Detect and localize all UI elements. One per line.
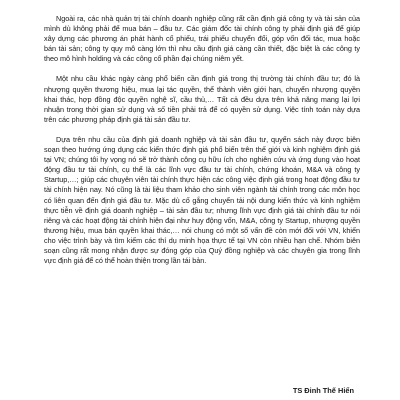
author-signature: TS Đinh Thế Hiển — [292, 386, 354, 395]
paragraph-licensing-valuation: Một nhu cầu khác ngày càng phổ biến cần định giá trong thị trường tài chính đầu tư; đó là nhượng quyền thương hiệu, mua lại tác quyền, thể thành viên giới hạn, chuyển nhượng quyền khai thác, hợp đồng độc quyền nghệ sĩ, cầu thủ,… Tất cả đều dựa trên khả năng mang lại lợi nhuận trong thời gian sử dụng và số tiền phải trả để có quyền sử dụng. Việc tính toán này dựa trên các phương pháp định giá tài sản đầu tư. — [44, 74, 360, 124]
paragraph-book-purpose: Dựa trên nhu cầu của định giá doanh nghiệp và tài sản đầu tư, quyển sách này được biên soạn theo hướng ứng dụng các kiến thức định giá phổ biến trên thế giới và kinh nghiệm định giá tại VN; chúng tôi hy vọng nó sẽ trở thành công cụ hữu ích cho nghiên cứu và ứng dụng vào hoạt động đầu tư tài chính, cụ thể là các lĩnh vực đầu tư tài chính, chứng khoán, M&A và công ty Startup,…; giúp các chuyên viên tài chính thực hiện các công việc định giá trong hoạt động đầu tư tài chính hiện nay. Nó cũng là tài liệu tham khảo cho sinh viên ngành tài chính trong các môn học có liên quan đến định giá đầu tư. Mặc dù cố gắng chuyển tải nội dung kiến thức và kinh nghiệm thực tiễn về định giá doanh nghiệp – tài sản đầu tư; nhưng lĩnh vực định giá tài chính đầu tư nói riêng và các hoạt động tài chính hiện đại như huy động vốn, M&A, công ty Startup, nhượng quyền thương hiệu, mua bán quyền khai thác,… nói chung có một số vấn đề còn mới đối với VN, khiến cho việc trình bày và tìm kiếm các thí dụ minh họa thực tế tại VN còn nhiều hạn chế. Nhóm biên soạn cũng rất mong nhận được sự đóng góp của Quý đồng nghiệp và các chuyên gia trong lĩnh vực định giá để có thể hoàn thiện trong lần tái bản. — [44, 134, 360, 266]
paragraph-financial-managers: Ngoài ra, các nhà quản trị tài chính doanh nghiệp cũng rất cần định giá công ty và tài sản của mình dù không phải để mua bán – đầu tư. Các giám đốc tài chính công ty phải định giá để giúp xây dựng các phương án phát hành cổ phiếu, trái phiếu chuyển đổi, góp vốn đối tác, mua hoặc bán tài sản; công ty quy mô càng lớn thì nhu cầu định giá càng cần thiết, đặc biệt là các công ty theo mô hình holding và các công cổ phần đại chúng niêm yết. — [44, 14, 360, 64]
